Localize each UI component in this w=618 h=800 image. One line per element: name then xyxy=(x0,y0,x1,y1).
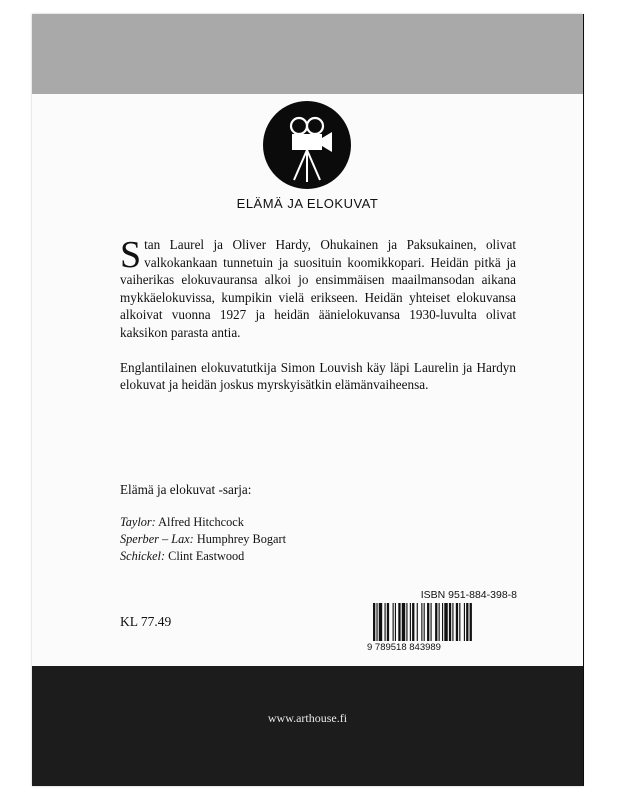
isbn-barcode-block xyxy=(367,589,517,657)
barcode-bar xyxy=(456,603,458,641)
website-url: www.arthouse.fi xyxy=(267,711,348,725)
series-list-item xyxy=(120,515,244,530)
barcode-bar xyxy=(424,603,425,641)
series-list-item xyxy=(120,532,286,547)
series-item-author: Schickel: xyxy=(120,549,166,563)
drop-cap: S xyxy=(120,234,142,276)
bottom-dark-band xyxy=(32,666,583,786)
barcode-bar xyxy=(435,603,437,641)
barcode-bar xyxy=(459,603,460,641)
barcode-bar xyxy=(398,603,400,641)
barcode-bar xyxy=(464,603,465,641)
series-list-header: Elämä ja elokuvat -sarja: xyxy=(120,482,252,497)
book-back-cover xyxy=(32,14,583,786)
barcode-bar xyxy=(439,603,440,641)
barcode-bar xyxy=(452,603,453,641)
series-list-item xyxy=(120,549,244,564)
barcode-bar xyxy=(421,603,422,641)
barcode-bar xyxy=(412,603,414,641)
barcode-bar xyxy=(410,603,411,641)
barcode-bar xyxy=(402,603,405,641)
barcode-bar xyxy=(406,603,407,641)
isbn-label: ISBN 951-884-398-8 xyxy=(420,589,517,601)
barcode-bar xyxy=(395,603,396,641)
barcode-bar xyxy=(387,603,389,641)
series-item-author: Sperber – Lax: xyxy=(120,532,194,546)
barcode-bar xyxy=(466,603,468,641)
barcode-bar xyxy=(373,603,375,641)
film-camera-logo xyxy=(262,100,352,190)
barcode-bar xyxy=(385,603,386,641)
barcode xyxy=(367,603,517,641)
series-item-title: Humphrey Bogart xyxy=(196,532,286,546)
series-item-author: Taylor: xyxy=(120,515,156,529)
series-name: ELÄMÄ JA ELOKUVAT xyxy=(236,196,379,211)
barcode-bar xyxy=(376,603,377,641)
barcode-bar xyxy=(449,603,451,641)
barcode-bar xyxy=(442,603,443,641)
barcode-bar xyxy=(417,603,418,641)
barcode-digits: 9 789518 843989 xyxy=(367,642,441,653)
barcode-bar xyxy=(427,603,429,641)
barcode-bar xyxy=(393,603,394,641)
top-gray-band xyxy=(32,14,583,94)
series-item-title: Alfred Hitchcock xyxy=(158,515,244,529)
blurb-paragraph-1 xyxy=(120,236,516,342)
blurb-paragraph-2: Englantilainen elokuvatutkija Simon Louvish käy läpi Laurelin ja Hardyn elokuvat ja heidän joskus myrskyisätkin elämänvaiheensa. xyxy=(120,359,516,393)
barcode-bar xyxy=(431,603,432,641)
barcode-bar xyxy=(379,603,382,641)
series-item-title: Clint Eastwood xyxy=(168,549,245,563)
price-code: KL 77.49 xyxy=(120,614,172,629)
blurb-paragraph-1-text: tan Laurel ja Oliver Hardy, Ohukainen ja Paksukainen, olivat valkokankaan tunnetuin ja suosituin koomikkopari. Heidän pitkä ja vaiherikas elokuvauransa alkoi jo ensimmäisen maailmansodan aikana mykkäelokuvissa, kumpikin vielä erikseen. Heidän yhteiset elokuvansa alkoivat vuonna 1927 ja heidän äänielokuvansa 1930-luvulta olivat kaksikon parasta antia. xyxy=(120,237,516,340)
barcode-bar xyxy=(444,603,447,641)
barcode-bar xyxy=(470,603,472,641)
blurb xyxy=(120,236,516,411)
